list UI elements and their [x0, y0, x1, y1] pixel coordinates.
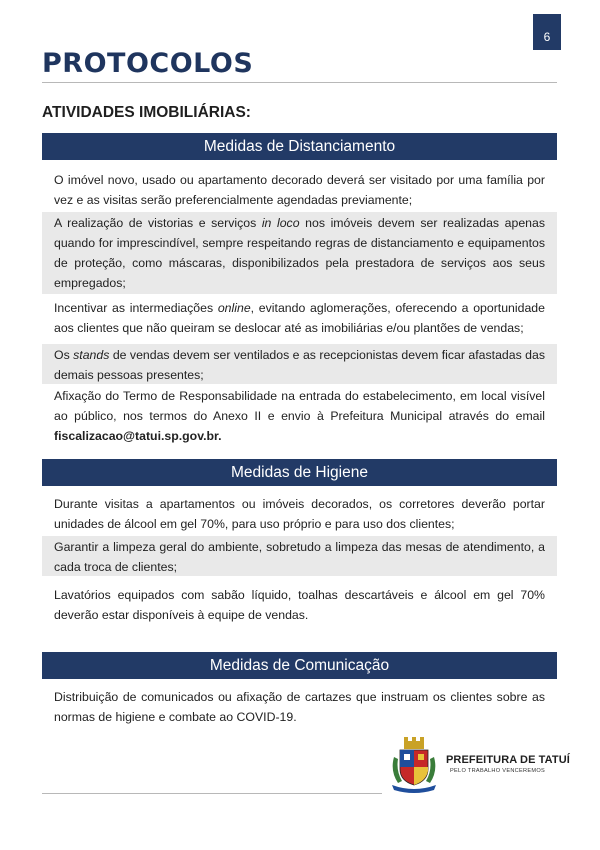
section-subtitle: ATIVIDADES IMOBILIÁRIAS: [42, 104, 251, 121]
item-line: quando for imprescindível, sempre respeitando regras de distanciamento e equipamentos [54, 236, 545, 250]
item-line: deverão estar disponíveis à equipe de vendas. [54, 608, 309, 622]
higiene-item-2 [42, 536, 557, 576]
item-line [54, 345, 545, 365]
text-run: A realização de vistorias e serviços [54, 216, 262, 230]
item-line: O imóvel novo, usado ou apartamento decorado deverá ser visitado por uma família por [54, 173, 545, 187]
footer-divider [42, 793, 382, 794]
distanciamento-item-3 [42, 296, 557, 340]
heading-distanciamento: Medidas de Distanciamento [42, 133, 557, 160]
item-line: unidades de álcool em gel 70%, para uso próprio e para uso dos clientes; [54, 517, 455, 531]
text-run: , evitando aglomerações, oferecendo a oportunidade [250, 301, 545, 315]
item-line: Lavatórios equipados com sabão líquido, toalhas descartáveis e álcool em gel 70% [54, 588, 545, 602]
item-line: Distribuição de comunicados ou afixação de cartazes que instruam os clientes sobre as [54, 690, 545, 704]
distanciamento-item-4 [42, 344, 557, 384]
distanciamento-item-2 [42, 212, 557, 294]
item-line [54, 426, 545, 446]
prefeitura-logo [388, 735, 568, 795]
logo-name: PREFEITURA DE TATUÍ [446, 754, 570, 766]
higiene-item-3 [42, 584, 557, 628]
item-line: vez e as visitas serão preferencialmente agendadas previamente; [54, 193, 413, 207]
item-line: cada troca de clientes; [54, 560, 178, 574]
item-line: de proteção, como máscaras, disponibilizados pela prestadora de serviços aos seus [54, 256, 545, 270]
logo-motto: PELO TRABALHO VENCEREMOS [450, 768, 546, 774]
item-line [54, 213, 545, 233]
item-line: aos clientes que não queiram se deslocar até as imobiliárias e/ou plantões de vendas; [54, 321, 524, 335]
coat-of-arms-icon [388, 735, 440, 795]
item-line [54, 298, 545, 318]
item-line: Afixação do Termo de Responsabilidade na entrada do estabelecimento, em local visível [54, 389, 545, 403]
page-number: 6 [533, 14, 561, 50]
text-run: nos imóveis devem ser realizadas apenas [299, 216, 545, 230]
text-run: de vendas devem ser ventilados e as recepcionistas devem ficar afastadas das [109, 348, 545, 362]
comunicacao-item-1 [42, 686, 557, 730]
item-line: empregados; [54, 276, 126, 290]
distanciamento-item-1 [42, 168, 557, 212]
distanciamento-item-5 [42, 385, 557, 447]
title-divider [42, 82, 557, 83]
heading-comunicacao: Medidas de Comunicação [42, 652, 557, 679]
heading-higiene: Medidas de Higiene [42, 459, 557, 486]
italic-term: stands [73, 348, 110, 362]
text-run: Os [54, 348, 74, 362]
item-line: Garantir a limpeza geral do ambiente, sobretudo a limpeza das mesas de atendimento, a [54, 540, 545, 554]
italic-term: in loco [261, 216, 300, 230]
item-line: normas de higiene e combate ao COVID-19. [54, 710, 297, 724]
item-line: demais pessoas presentes; [54, 368, 204, 382]
page-title: PROTOCOLOS [42, 48, 254, 79]
email-address: fiscalizacao@tatui.sp.gov.br. [54, 429, 222, 443]
item-line: ao público, nos termos do Anexo II e envio à Prefeitura Municipal através do email [54, 409, 545, 423]
italic-term: online [217, 301, 251, 315]
item-line: Durante visitas a apartamentos ou imóveis decorados, os corretores deverão portar [54, 497, 545, 511]
text-run: Incentivar as intermediações [54, 301, 218, 315]
higiene-item-1 [42, 492, 557, 536]
